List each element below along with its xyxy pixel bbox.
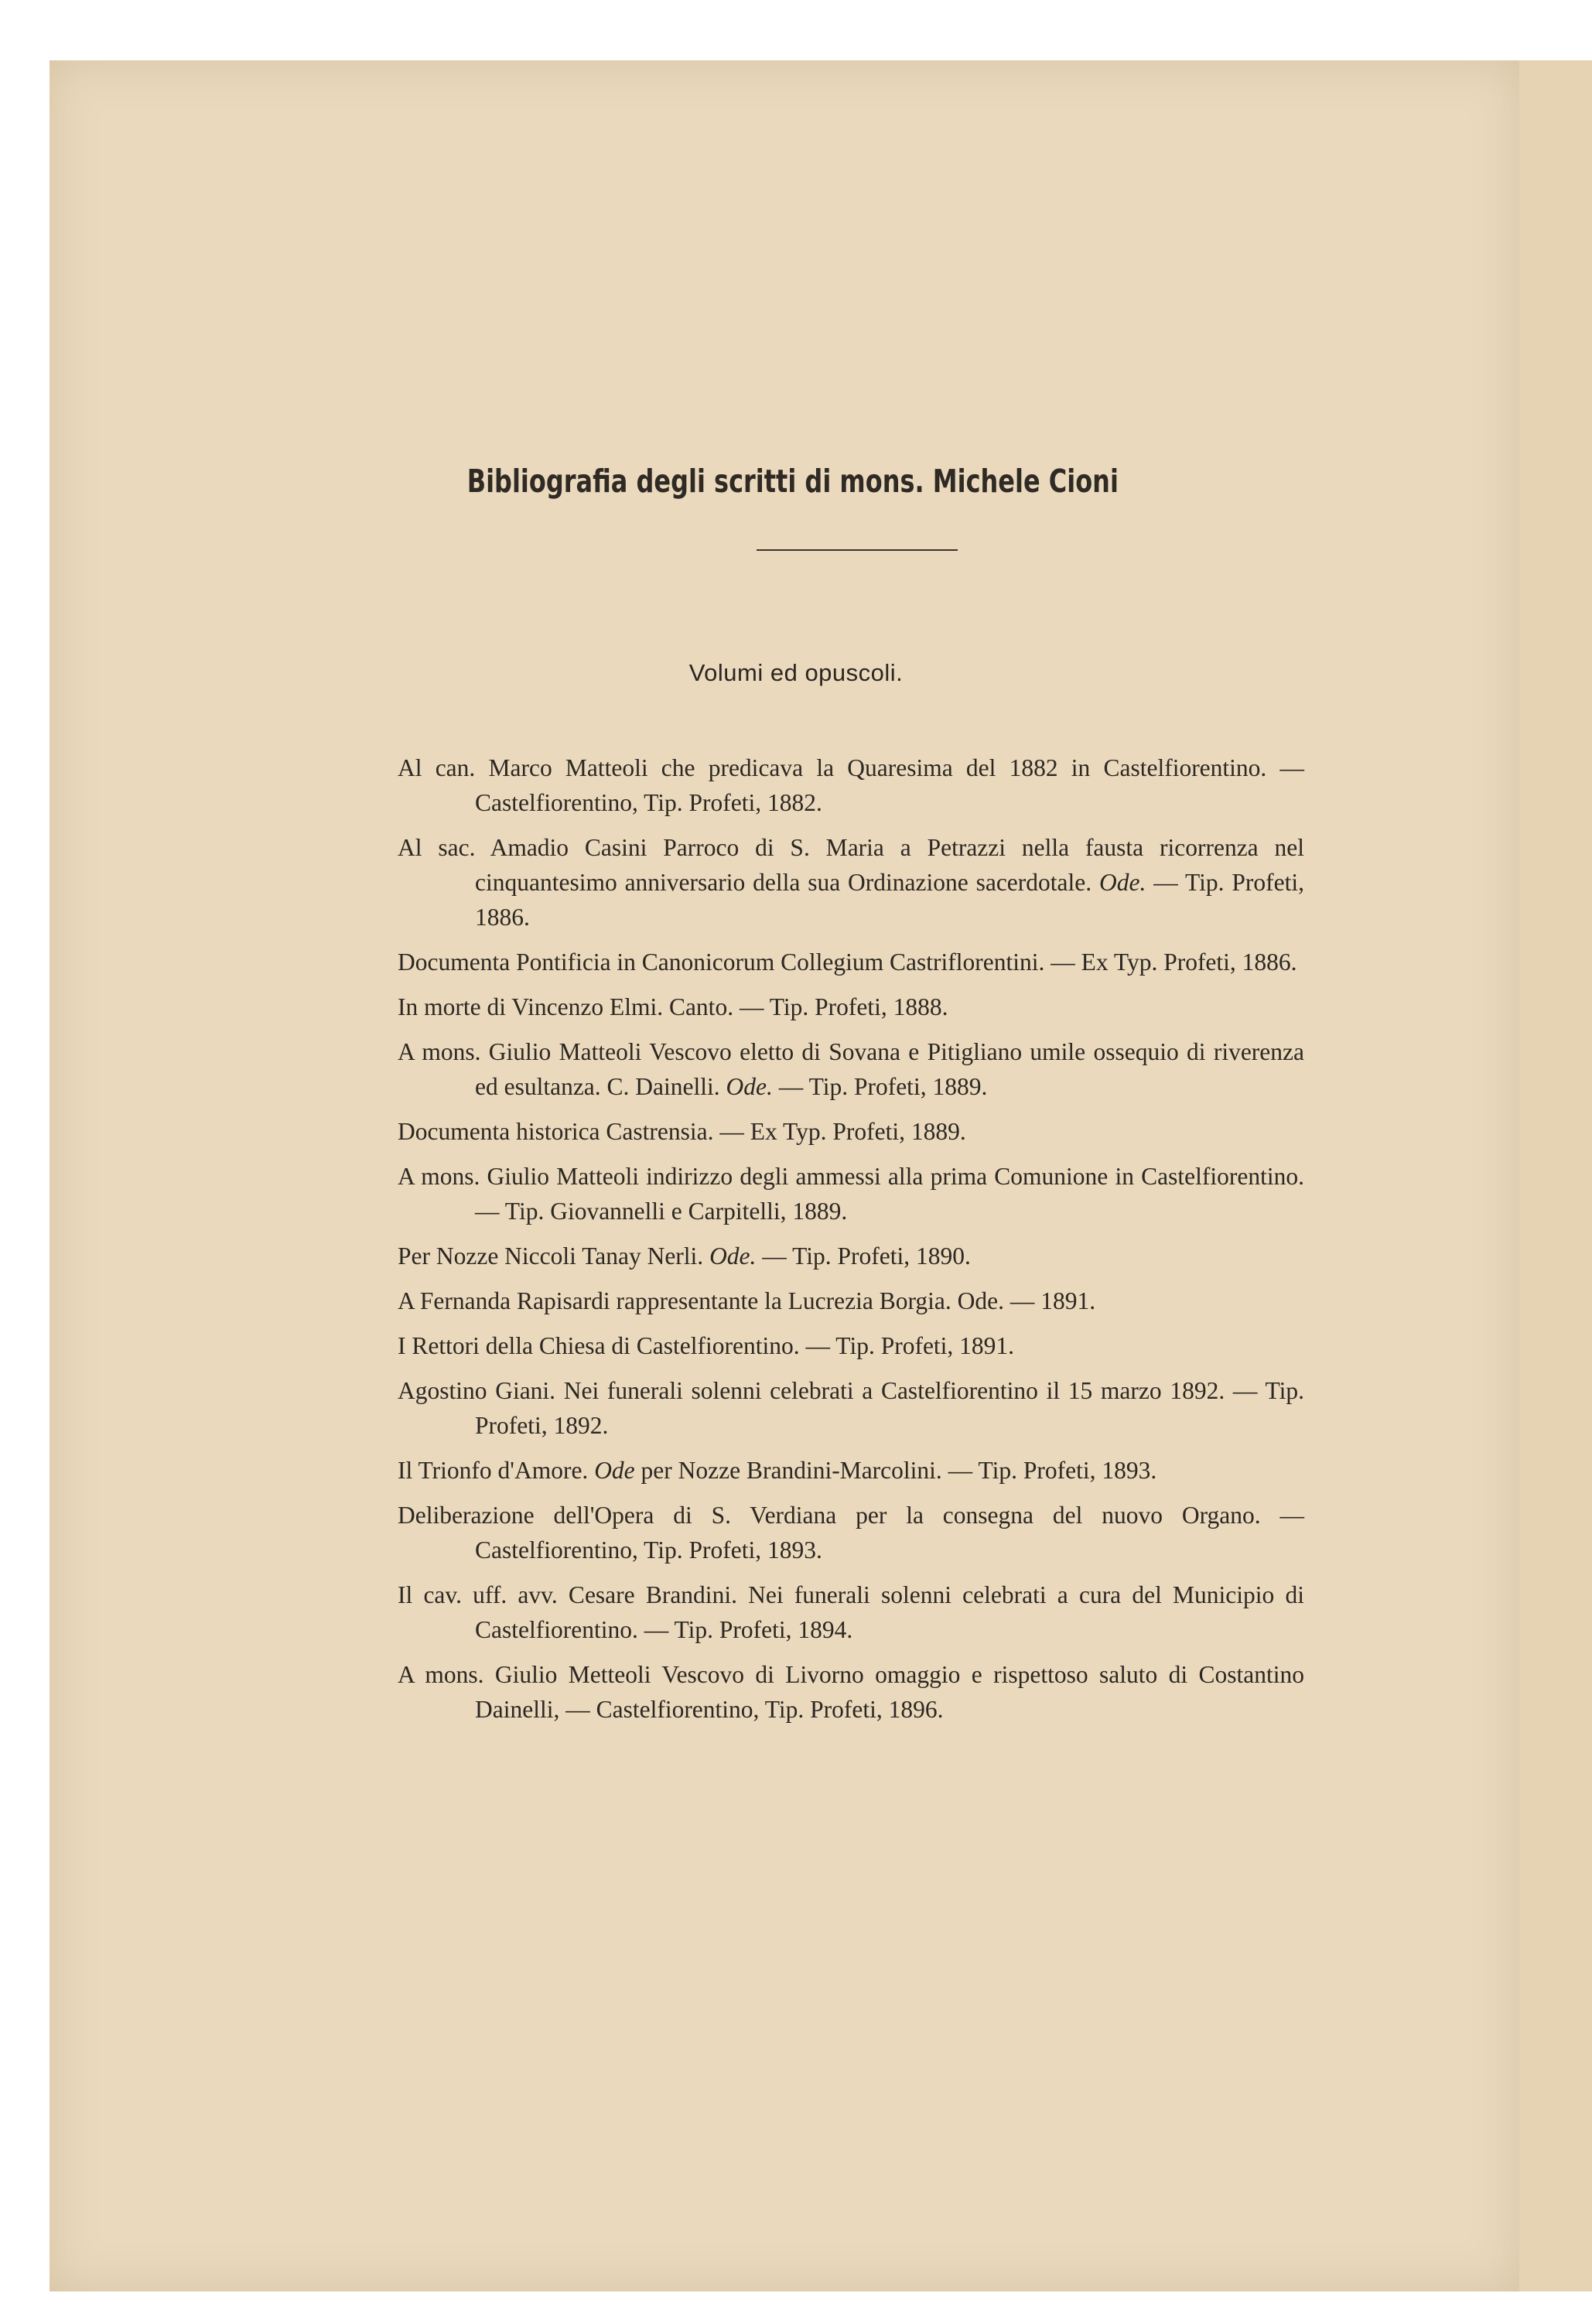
bibliography-entry: Al sac. Amadio Casini Parroco di S. Maria a Petrazzi nella fausta ricorrenza nel cinquantesimo anniversario della sua Ordinazione sacerdotale. Ode. — Tip. Profeti, 1886. xyxy=(398,834,1304,931)
page-title: Bibliografia degli scritti di mons. Michele Cioni xyxy=(466,463,1119,500)
bibliography-entry: Agostino Giani. Nei funerali solenni celebrati a Castelfiorentino il 15 marzo 1892. — Tip. Profeti, 1892. xyxy=(398,1377,1304,1439)
section-heading: Volumi ed opuscoli. xyxy=(688,659,904,686)
bibliography-entry: I Rettori della Chiesa di Castelfiorentino. — Tip. Profeti, 1891. xyxy=(398,1332,1015,1359)
bibliography-list xyxy=(398,750,1304,1737)
bibliography-entry: Documenta Pontificia in Canonicorum Collegium Castriflorentini. — Ex Typ. Profeti, 1886. xyxy=(398,948,1297,976)
bibliography-entry: Deliberazione dell'Opera di S. Verdiana per la consegna del nuovo Organo. — Castelfiorentino, Tip. Profeti, 1893. xyxy=(398,1502,1304,1564)
bibliography-entry: In morte di Vincenzo Elmi. Canto. — Tip. Profeti, 1888. xyxy=(398,993,948,1020)
bibliography-entry: Il Trionfo d'Amore. Ode per Nozze Brandini-Marcolini. — Tip. Profeti, 1893. xyxy=(398,1457,1157,1484)
bibliography-entry: A mons. Giulio Matteoli Vescovo eletto di Sovana e Pitigliano umile ossequio di riverenza ed esultanza. C. Dainelli. Ode. — Tip. Profeti, 1889. xyxy=(398,1038,1304,1100)
bibliography-entry: A Fernanda Rapisardi rappresentante la Lucrezia Borgia. Ode. — 1891. xyxy=(398,1287,1096,1314)
bibliography-entry: Al can. Marco Matteoli che predicava la Quaresima del 1882 in Castelfiorentino. — Castelfiorentino, Tip. Profeti, 1882. xyxy=(398,754,1304,816)
bibliography-entry: Il cav. uff. avv. Cesare Brandini. Nei funerali solenni celebrati a cura del Municipio di Castelfiorentino. — Tip. Profeti, 1894. xyxy=(398,1581,1304,1643)
bibliography-entry: A mons. Giulio Matteoli indirizzo degli ammessi alla prima Comunione in Castelfiorentino. — Tip. Giovannelli e Carpitelli, 1889. xyxy=(398,1163,1304,1225)
title-divider xyxy=(757,549,958,551)
bibliography-entry: Documenta historica Castrensia. — Ex Typ. Profeti, 1889. xyxy=(398,1118,966,1145)
bibliography-entry: A mons. Giulio Metteoli Vescovo di Livorno omaggio e rispettoso saluto di Costantino Dainelli, — Castelfiorentino, Tip. Profeti, 1896. xyxy=(398,1661,1304,1723)
bibliography-entry: Per Nozze Niccoli Tanay Nerli. Ode. — Tip. Profeti, 1890. xyxy=(398,1242,971,1270)
